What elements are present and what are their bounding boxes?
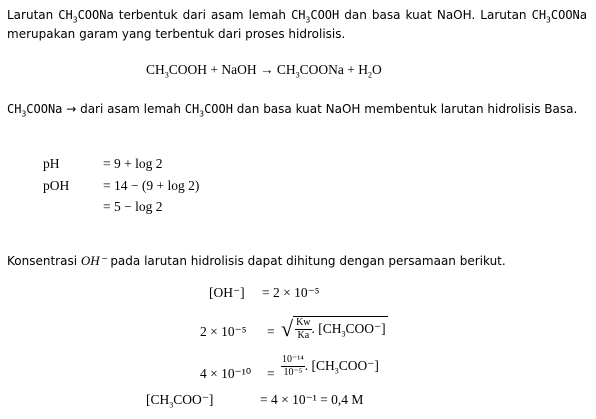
sqrt-body: $\frac{Kw}{Ka}$ . $[CH_3COO^-]$ [293,316,388,342]
formula-ch3coona: $CH_3COONa$ [58,8,114,25]
oh-line-2-eq: = [267,324,275,339]
reaction-equation: $CH_3COOH$ + NaOH → $CH_3COONa + H_2O$ [146,62,382,80]
hydrolysis-paragraph: $CH_3COONa$ → dari asam lemah $CH_3COOH$ dan basa kuat NaOH membentuk larutan hidrolisis Basa. [7,102,578,119]
poh-value-1: = 14 − (9 + log 2) [103,178,200,193]
intro-paragraph: Larutan $CH_3COONa$ terbentuk dari asam lemah $CH_3COOH$ dan basa kuat NaOH. Larutan $CH_3COONa$ merupakan garam yang terbentuk dari proses hidrolisis. [7,8,587,41]
oh-line-3-rhs: $\frac{\text{10⁻¹⁴}}{\text{10⁻⁵}}$ . $[CH_3COO^-]$ [282,354,379,378]
oh-line-1-lhs: [OH⁻] [209,285,245,300]
ph-label: pH [43,156,60,171]
poh-label: pOH [43,178,70,193]
ph-value: = 9 + log 2 [103,156,163,171]
formula-oh-minus: OH⁻ [80,253,107,268]
oh-line-1-rhs: = 2 × 10⁻⁵ [262,285,320,300]
oh-line-2-lhs: 2 × 10⁻⁵ [200,324,247,339]
oh-line-3-lhs: 4 × 10⁻¹⁰ [200,366,252,381]
concentration-paragraph: Konsentrasi OH⁻ pada larutan hidrolisis dapat dihitung dengan persamaan berikut. [7,253,506,268]
poh-value-2: = 5 − log 2 [103,199,163,214]
sqrt-icon: √ [281,316,294,341]
oh-line-4-lhs: $[CH_3COO^-]$ [146,392,214,410]
power-fraction: $\frac{\text{10⁻¹⁴}}{\text{10⁻⁵}}$ [282,354,304,378]
oh-line-3-eq: = [267,366,275,381]
formula-ch3coona: $CH_3COONa$ [531,8,587,25]
oh-line-4-rhs: = 4 × 10⁻¹ = 0,4 M [260,392,364,407]
kw-ka-fraction: $\frac{Kw}{Ka}$ [296,317,311,341]
oh-line-2-rhs [281,316,388,342]
formula-ch3cooh: $CH_3COOH$ [291,8,340,25]
